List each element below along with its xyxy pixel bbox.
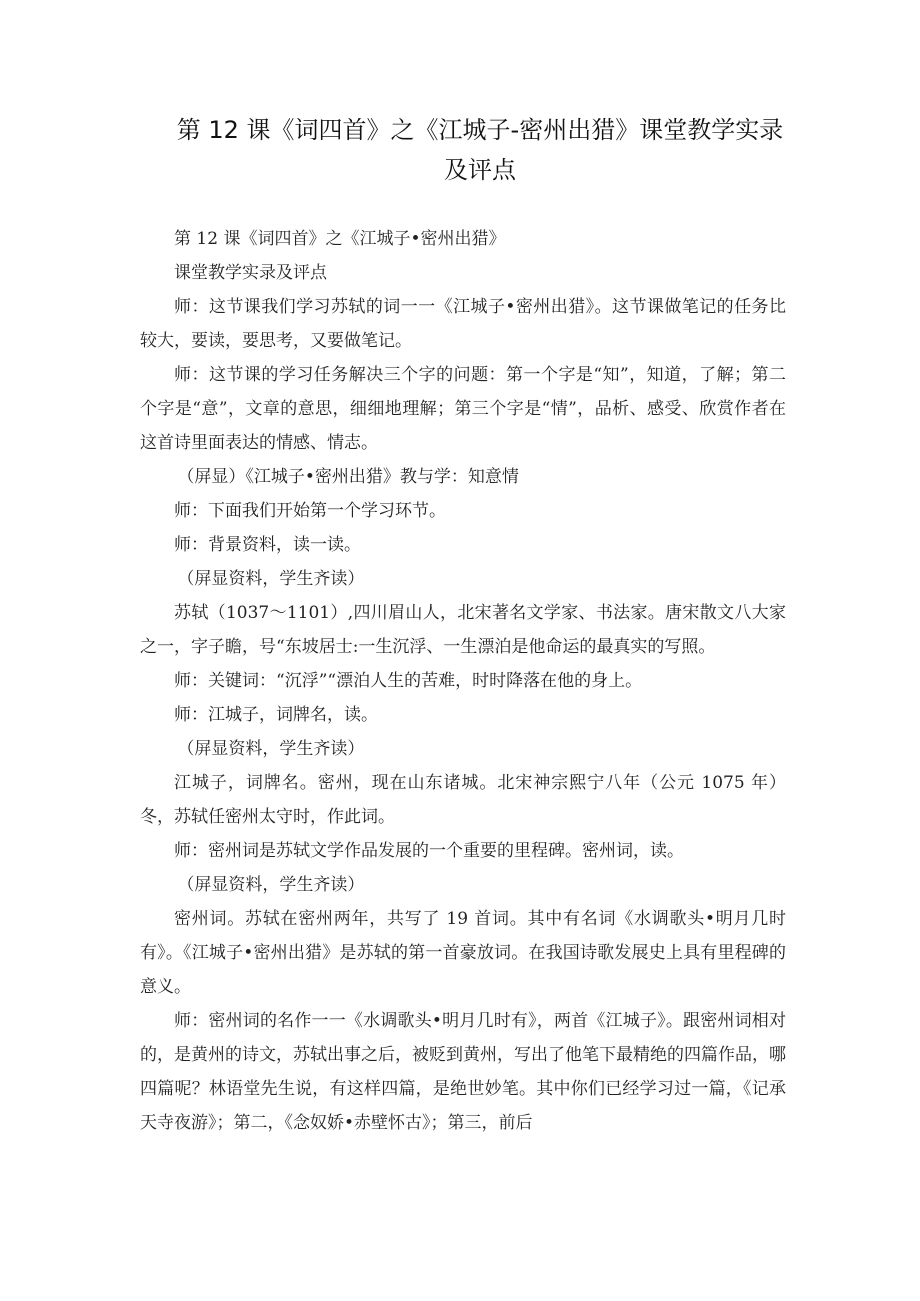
paragraph: 师：关键词：“沉浮”“漂泊人生的苦难，时时降落在他的身上。 xyxy=(174,671,643,691)
document-body xyxy=(140,222,786,1140)
paragraph-lesson-heading: 第 12 课《词四首》之《江城子•密州出猎》 xyxy=(174,229,506,249)
paragraph: 师：下面我们开始第一个学习环节。 xyxy=(174,501,446,521)
paragraph-screen-note: （屏显资料，学生齐读） xyxy=(177,875,365,895)
paragraph: 师：这节课我们学习苏轼的词一一《江城子•密州出猎》。这节课做笔记的任务比较大，要读，要思考，又要做笔记。 xyxy=(140,297,786,351)
paragraph: 师：密州词的名作一一《水调歌头•明月几时有》，两首《江城子》。跟密州词相对的，是黄州的诗文，苏轼出事之后，被贬到黄州，写出了他笔下最精绝的四篇作品，哪四篇呢？林语堂先生说，有这样四篇，是绝世妙笔。其中你们已经学习过一篇，《记承天寺夜游》；第二，《念奴娇•赤壁怀古》；第三，前后 xyxy=(140,1011,786,1133)
paragraph-subtitle: 课堂教学实录及评点 xyxy=(174,263,327,283)
paragraph: 师：密州词是苏轼文学作品发展的一个重要的里程碑。密州词，读。 xyxy=(174,841,684,861)
document-title: 第 12 课《词四首》之《江城子-密州出猎》课堂教学实录及评点 xyxy=(176,116,784,184)
paragraph: 苏轼（1037～1101）,四川眉山人，北宋著名文学家、书法家。唐宋散文八大家之一，字子瞻，号“东坡居士:一生沉浮、一生漂泊是他命运的最真实的写照。 xyxy=(140,603,786,657)
paragraph: 密州词。苏轼在密州两年，共写了 19 首词。其中有名词《水调歌头•明月几时有》。《江城子•密州出猎》是苏轼的第一首豪放词。在我国诗歌发展史上具有里程碑的意义。 xyxy=(140,909,786,997)
paragraph-screen-note: （屏显资料，学生齐读） xyxy=(177,739,365,759)
paragraph: 师：这节课的学习任务解决三个字的问题：第一个字是“知”，知道，了解；第二个字是“意”，文章的意思，细细地理解；第三个字是“情”，品析、感受、欣赏作者在这首诗里面表达的情感、情志。 xyxy=(140,365,786,453)
paragraph: 师：江城子，词牌名，读。 xyxy=(174,705,378,725)
paragraph: 师：背景资料，读一读。 xyxy=(174,535,361,555)
paragraph: 江城子，词牌名。密州，现在山东诸城。北宋神宗熙宁八年（公元 1075 年）冬，苏轼任密州太守时，作此词。 xyxy=(140,773,786,827)
paragraph-screen-note: （屏显资料，学生齐读） xyxy=(177,569,365,589)
paragraph-screen-note: （屏显）《江城子•密州出猎》教与学：知意情 xyxy=(177,467,519,487)
